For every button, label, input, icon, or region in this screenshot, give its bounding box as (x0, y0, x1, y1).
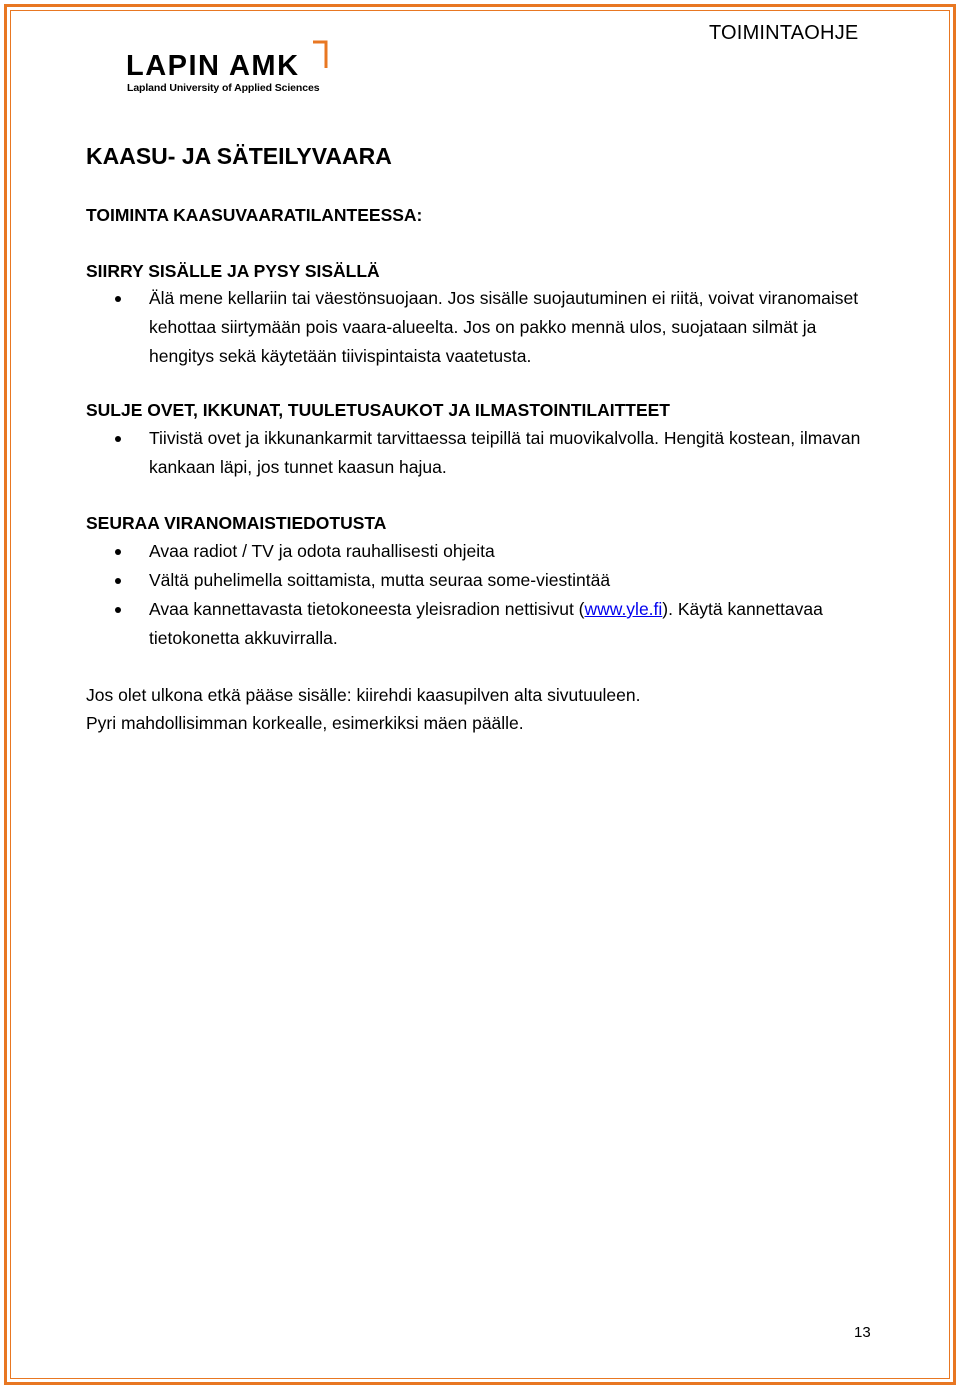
document-type-label: TOIMINTAOHJE (709, 22, 859, 44)
bullet-icon (115, 436, 121, 442)
bullet-list-close-openings (86, 424, 866, 482)
list-item-text-before-link: Avaa kannettavasta tietokoneesta yleisradion nettisivut ( (149, 599, 585, 619)
list-item (86, 537, 866, 566)
bullet-list-stay-inside (86, 284, 866, 371)
list-item-text: Vältä puhelimella soittamista, mutta seuraa some-viestintää (149, 570, 611, 590)
page-number: 13 (854, 1324, 871, 1341)
lapin-amk-logo (122, 38, 332, 98)
page-subtitle: TOIMINTA KAASUVAARATILANTEESSA: (86, 205, 423, 225)
list-item-text: Avaa radiot / TV ja odota rauhallisesti ohjeita (149, 541, 495, 561)
list-item-text: Älä mene kellariin tai väestönsuojaan. Jos sisälle suojautuminen ei riitä, voivat viranomaiset kehottaa siirtymään pois vaara-alueelta. Jos on pakko mennä ulos, suojataan silmät ja hengitys sekä käytetään tiivispintaista vaatetusta. (149, 288, 859, 366)
section-heading-close-openings: SULJE OVET, IKKUNAT, TUULETUSAUKOT JA ILMASTOINTILAITTEET (86, 400, 670, 420)
list-item-text: Tiivistä ovet ja ikkunankarmit tarvittaessa teipillä tai muovikalvolla. Hengitä kostean, ilmavan kankaan läpi, jos tunnet kaasun hajua. (149, 428, 861, 477)
outside-instruction-line-2: Pyri mahdollisimman korkealle, esimerkiksi mäen päälle. (86, 713, 524, 733)
list-item (86, 284, 866, 371)
page-title: KAASU- JA SÄTEILYVAARA (86, 143, 392, 169)
section-heading-stay-inside: SIIRRY SISÄLLE JA PYSY SISÄLLÄ (86, 261, 380, 281)
bullet-icon (115, 296, 121, 302)
list-item (86, 424, 866, 482)
bullet-icon (115, 578, 121, 584)
list-item-text-after-link: ). Käytä kannettavaa tietokonetta akkuvirralla. (149, 599, 823, 648)
bullet-list-follow-announcements (86, 537, 866, 653)
logo-subtitle: Lapland University of Applied Sciences (127, 82, 320, 94)
outside-instruction-line-1: Jos olet ulkona etkä pääse sisälle: kiirehdi kaasupilven alta sivutuuleen. (86, 685, 641, 705)
yle-link[interactable]: www.yle.fi (584, 599, 663, 619)
section-heading-follow-announcements: SEURAA VIRANOMAISTIEDOTUSTA (86, 513, 387, 533)
logo-bracket-icon (312, 40, 328, 70)
bullet-icon (115, 549, 121, 555)
list-item (86, 566, 866, 595)
list-item (86, 595, 866, 653)
logo-wordmark: LAPIN AMK (126, 50, 300, 82)
bullet-icon (115, 607, 121, 613)
